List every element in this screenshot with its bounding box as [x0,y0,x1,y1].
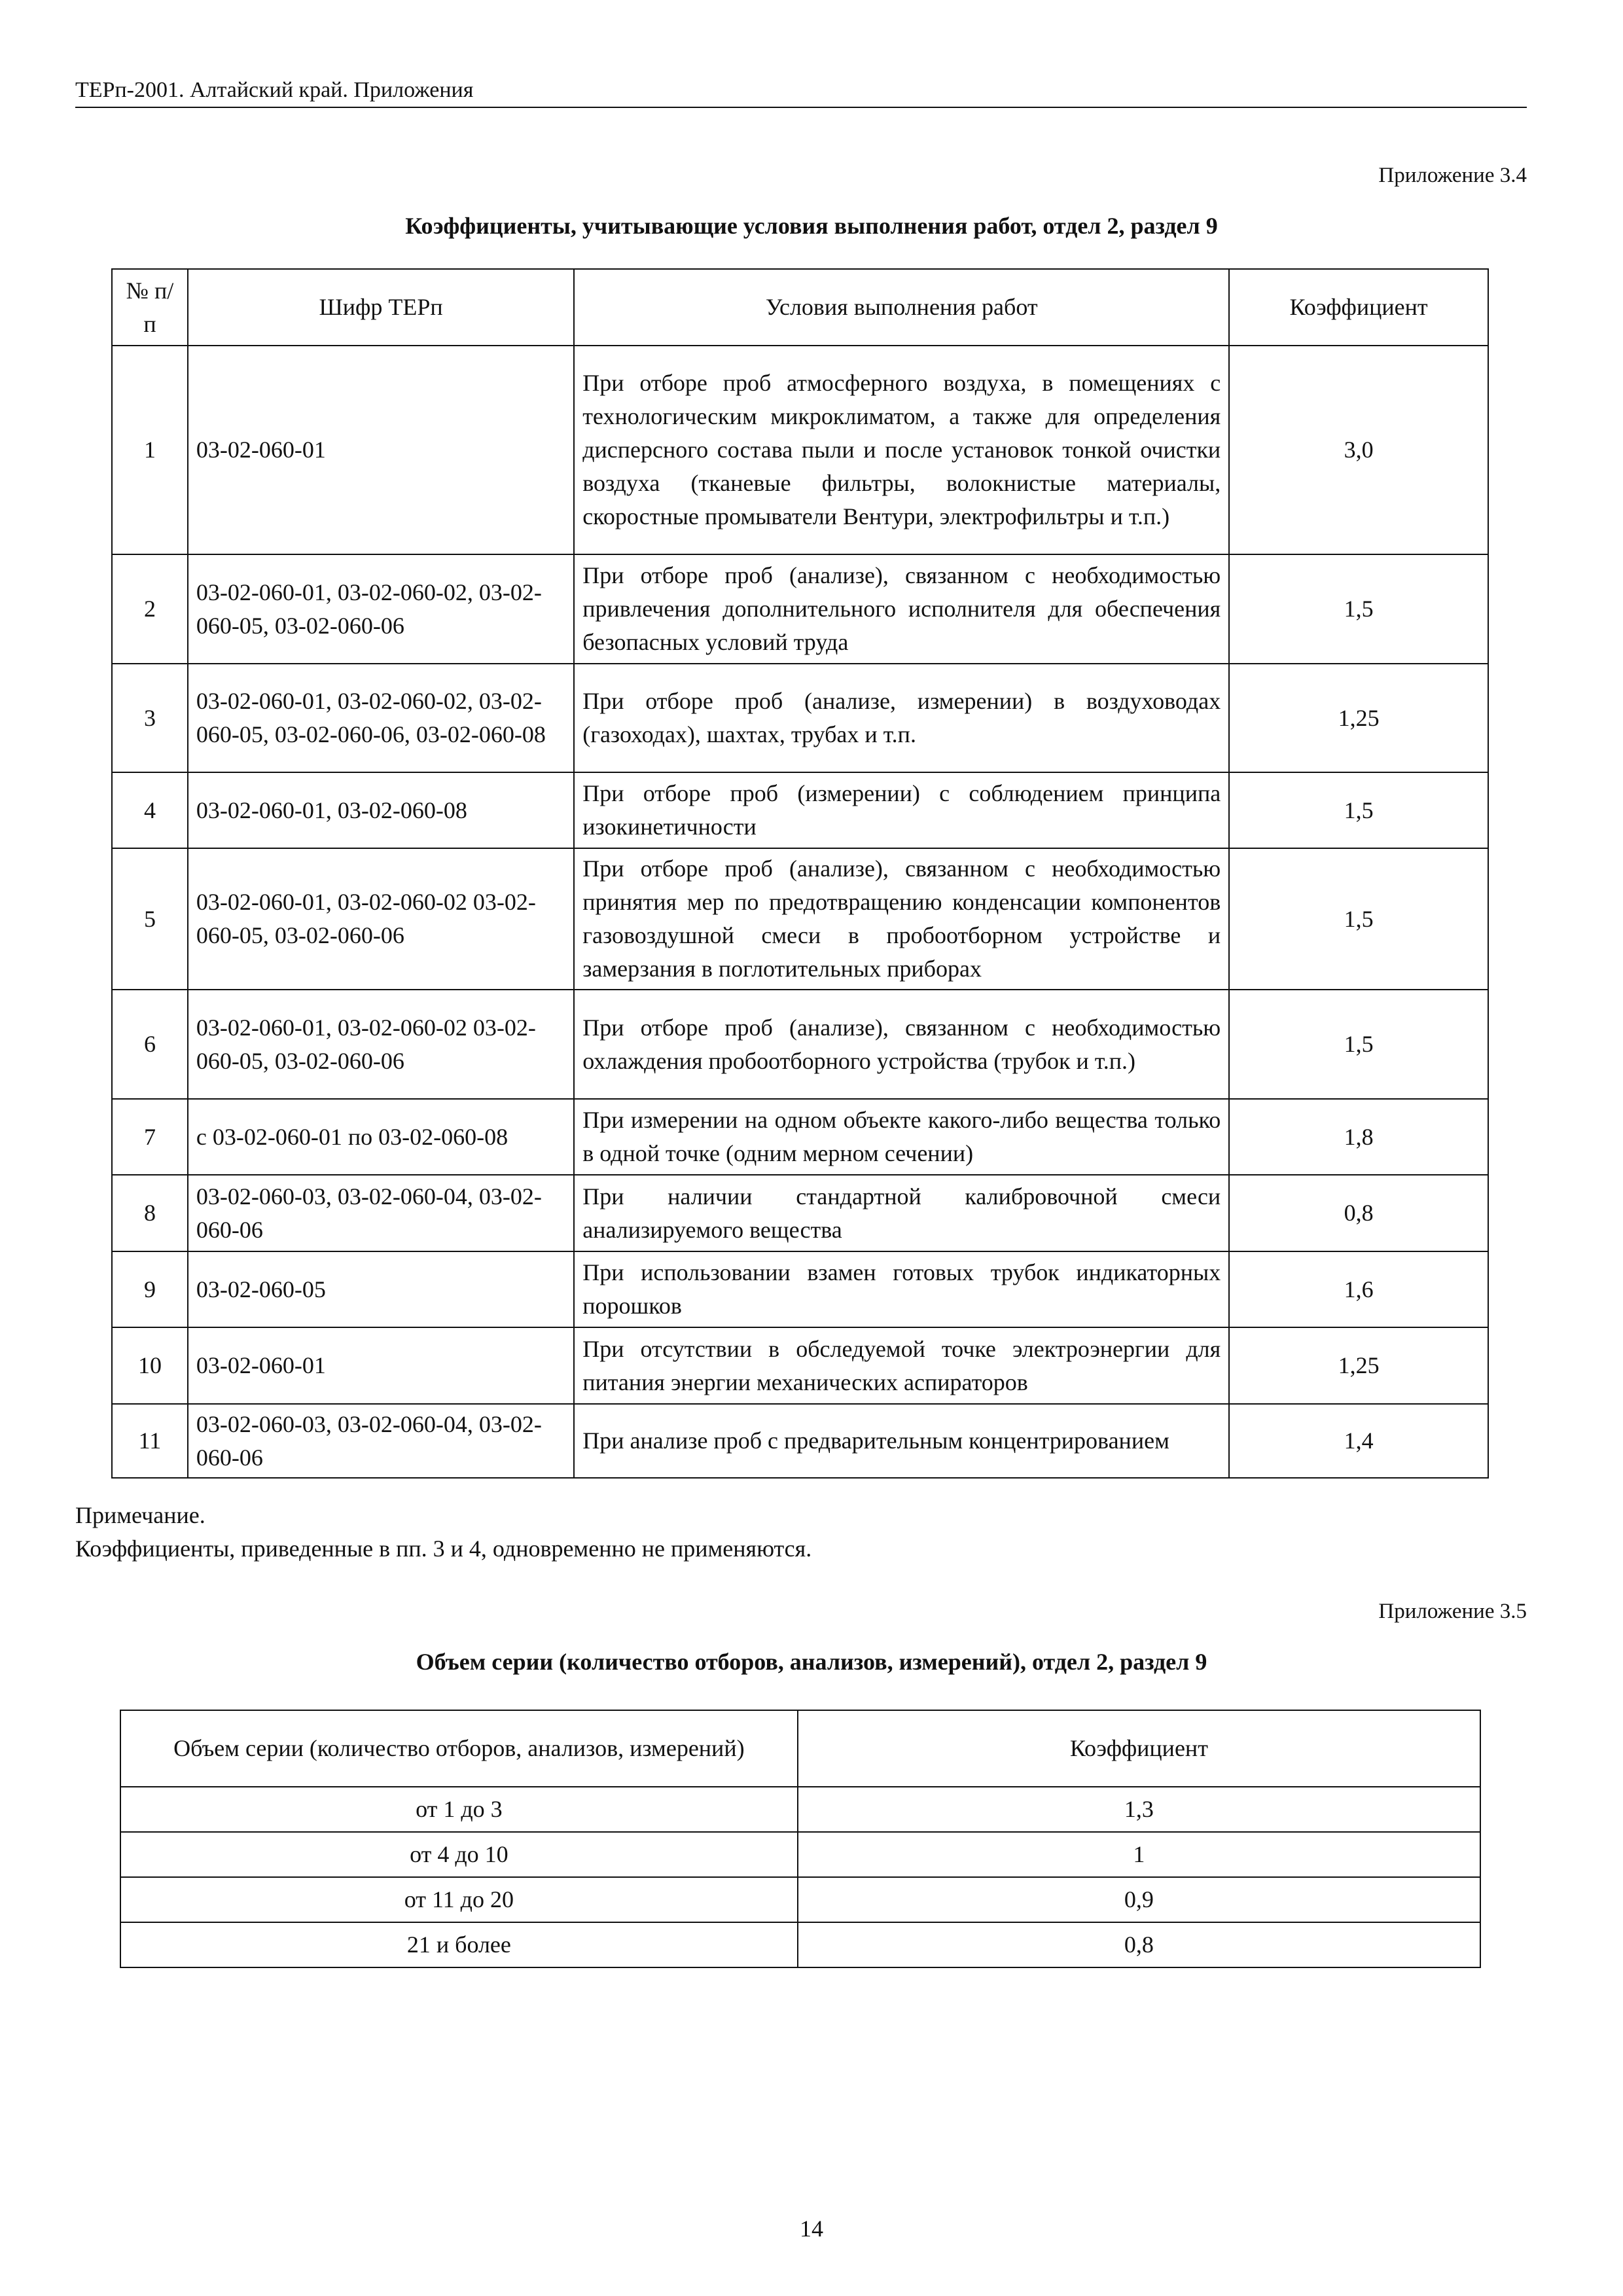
column-header-code [188,269,574,346]
row-number: 7 [112,1099,188,1175]
row-condition: При использовании взамен готовых трубок индикаторных порошков [574,1251,1229,1327]
row-condition: При отборе проб (анализе), связанном с необходимостью привлечения дополнительного исполнителя для обеспечения безопасных условий труда [574,554,1229,664]
code-header-label: Шифр ТЕРп [319,294,443,320]
table-row [112,772,1488,848]
table-row [112,1251,1488,1327]
row-code: 03-02-060-01, 03-02-060-02 03-02-060-05, 03-02-060-06 [188,990,574,1099]
row-coefficient: 1 [798,1832,1480,1877]
row-code: 03-02-060-01, 03-02-060-02, 03-02-060-05, 03-02-060-06 [188,554,574,664]
row-number: 5 [112,848,188,990]
column-header-volume [120,1710,798,1787]
header-rule [75,107,1527,108]
coefficients-table [111,268,1489,1479]
row-volume: 21 и более [120,1922,798,1967]
row-number: 3 [112,664,188,772]
series-volume-table [120,1710,1481,1968]
row-coefficient: 3,0 [1229,346,1488,554]
row-condition: При отборе проб (измерении) с соблюдением принципа изокинетичности [574,772,1229,848]
row-coefficient: 1,3 [798,1787,1480,1832]
row-number: 4 [112,772,188,848]
page-number: 14 [800,2215,823,2242]
volume-header-label: Объем серии (количество отборов, анализов, измерений) [173,1735,745,1761]
note-text: Коэффициенты, приведенные в пп. 3 и 4, одновременно не применяются. [75,1535,812,1562]
row-code: 03-02-060-01, 03-02-060-02, 03-02-060-05, 03-02-060-06, 03-02-060-08 [188,664,574,772]
row-coefficient: 0,8 [1229,1175,1488,1251]
row-condition: При отборе проб (анализе, измерении) в воздуховодах (газоходах), шахтах, трубах и т.п. [574,664,1229,772]
row-code: 03-02-060-03, 03-02-060-04, 03-02-060-06 [188,1404,574,1478]
row-code: 03-02-060-03, 03-02-060-04, 03-02-060-06 [188,1175,574,1251]
table-row [120,1787,1480,1832]
row-coefficient: 1,4 [1229,1404,1488,1478]
row-number: 10 [112,1327,188,1404]
row-condition: При отборе проб (анализе), связанном с необходимостью принятия мер по предотвращению конденсации компонентов газовоздушной смеси в пробоотборном устройстве и замерзания в поглотительных приборах [574,848,1229,990]
row-coefficient: 1,5 [1229,990,1488,1099]
row-coefficient: 1,6 [1229,1251,1488,1327]
num-header-label: № п/п [126,277,174,337]
row-code: с 03-02-060-01 по 03-02-060-08 [188,1099,574,1175]
row-coefficient: 1,8 [1229,1099,1488,1175]
row-condition: При отсутствии в обследуемой точке электроэнергии для питания энергии механических аспираторов [574,1327,1229,1404]
row-condition: При отборе проб атмосферного воздуха, в помещениях с технологическим микроклиматом, а также для определения дисперсного состава пыли и после установок тонкой очистки воздуха (тканевые фильтры, волокнистые материалы, скоростные промыватели Вентури, электрофильтры и т.п.) [574,346,1229,554]
row-coefficient: 1,25 [1229,664,1488,772]
row-coefficient: 1,25 [1229,1327,1488,1404]
row-number: 8 [112,1175,188,1251]
row-number: 11 [112,1404,188,1478]
coefficient-header-label: Коэффициент [1069,1735,1208,1761]
table-header-row [112,269,1488,346]
row-code: 03-02-060-01 [188,346,574,554]
coefficient-header-label: Коэффициент [1289,294,1428,320]
row-code: 03-02-060-01, 03-02-060-08 [188,772,574,848]
table-header-row [120,1710,1480,1787]
table-row [112,1099,1488,1175]
row-volume: от 4 до 10 [120,1832,798,1877]
row-volume: от 1 до 3 [120,1787,798,1832]
table-row [112,1327,1488,1404]
note-heading: Примечание. [75,1502,205,1528]
row-volume: от 11 до 20 [120,1877,798,1922]
row-number: 1 [112,346,188,554]
row-coefficient: 1,5 [1229,554,1488,664]
column-header-condition [574,269,1229,346]
table-row [120,1832,1480,1877]
row-condition: При анализе проб с предварительным концентрированием [574,1404,1229,1478]
row-coefficient: 0,9 [798,1877,1480,1922]
row-code: 03-02-060-01 [188,1327,574,1404]
row-coefficient: 1,5 [1229,848,1488,990]
row-number: 6 [112,990,188,1099]
row-code: 03-02-060-05 [188,1251,574,1327]
column-header-coefficient [1229,269,1488,346]
table-row [120,1877,1480,1922]
table-row [112,848,1488,990]
row-coefficient: 1,5 [1229,772,1488,848]
table-row [112,1404,1488,1478]
column-header-num [112,269,188,346]
row-number: 2 [112,554,188,664]
running-header: ТЕРп-2001. Алтайский край. Приложения [75,78,474,102]
table-row [112,990,1488,1099]
appendix-3-4-label: Приложение 3.4 [1378,164,1527,187]
row-code: 03-02-060-01, 03-02-060-02 03-02-060-05, 03-02-060-06 [188,848,574,990]
appendix-3-5-title: Объем серии (количество отборов, анализов, измерений), отдел 2, раздел 9 [416,1649,1207,1675]
table-row [112,1175,1488,1251]
row-number: 9 [112,1251,188,1327]
appendix-3-4-title: Коэффициенты, учитывающие условия выполнения работ, отдел 2, раздел 9 [405,213,1218,239]
row-condition: При отборе проб (анализе), связанном с необходимостью охлаждения пробоотборного устройства (трубок и т.п.) [574,990,1229,1099]
table-row [112,554,1488,664]
row-coefficient: 0,8 [798,1922,1480,1967]
condition-header-label: Условия выполнения работ [765,294,1038,320]
row-condition: При измерении на одном объекте какого-либо вещества только в одной точке (одним мерном сечении) [574,1099,1229,1175]
table-row [112,346,1488,554]
row-condition: При наличии стандартной калибровочной смеси анализируемого вещества [574,1175,1229,1251]
table-row [120,1922,1480,1967]
table-row [112,664,1488,772]
appendix-3-5-label: Приложение 3.5 [1378,1600,1527,1623]
column-header-coefficient [798,1710,1480,1787]
